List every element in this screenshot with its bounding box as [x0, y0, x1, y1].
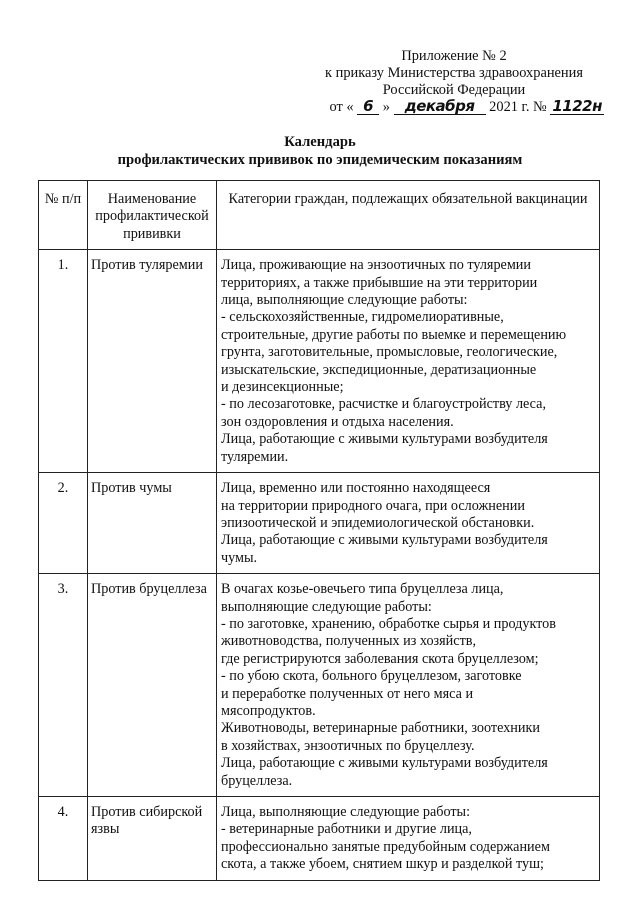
category-text-line: в хозяйствах, энзоотичных по бруцеллезу. — [221, 737, 475, 754]
category-text-line: Лица, проживающие на энзоотичных по туляремии — [221, 257, 531, 274]
date-prefix: от « — [329, 99, 354, 115]
category-text-line: Лица, временно или постоянно находящееся — [221, 480, 491, 497]
col-header-number: № п/п — [39, 181, 88, 250]
vaccination-name: Против бруцеллеза — [88, 574, 217, 797]
category-text-line: туляремии. — [221, 448, 289, 465]
vaccination-calendar-table — [38, 180, 600, 881]
category-text-line: выполняющие следующие работы: — [221, 598, 432, 615]
category-text-line: мясопродуктов. — [221, 702, 316, 719]
category-text-line: Лица, выполняющие следующие работы: — [221, 804, 471, 820]
category-text-line: и переработке полученных от него мяса и — [221, 685, 474, 702]
category-text-line: Лица, работающие с живыми культурами возбудителя — [221, 431, 548, 448]
date-day-handwritten: 6 — [357, 99, 379, 115]
table-header-row — [39, 181, 600, 250]
category-text-line: Животноводы, ветеринарные работники, зоотехники — [221, 720, 540, 737]
citizen-categories — [217, 250, 600, 473]
table-row — [39, 250, 600, 473]
category-text-line: изыскательские, экспедиционные, дератизационные — [221, 361, 537, 378]
row-number: 1. — [39, 250, 88, 473]
vaccination-name: Против туляремии — [88, 250, 217, 473]
order-date-line — [304, 99, 604, 116]
document-header — [304, 48, 604, 116]
vaccination-name: Против сибирской язвы — [88, 797, 217, 881]
table-body — [39, 250, 600, 880]
category-text-line: Лица, работающие с живыми культурами возбудителя — [221, 532, 548, 549]
category-text-line: животноводства, полученных из хозяйств, — [221, 633, 477, 650]
date-mid: » — [382, 99, 390, 115]
order-reference: к приказу Министерства здравоохранения — [325, 65, 583, 81]
category-text-line: строительные, другие работы по выемке и перемещению — [221, 326, 567, 343]
category-text-line: эпизоотической и эпидемиологической обстановки. — [221, 514, 535, 531]
title-line-2: профилактических прививок по эпидемическим показаниям — [117, 152, 523, 168]
appendix-label: Приложение № 2 — [401, 48, 507, 64]
ministry-country: Российской Федерации — [382, 82, 526, 98]
col-header-categories: Категории граждан, подлежащих обязательной вакцинации — [217, 181, 600, 250]
citizen-categories — [217, 473, 600, 574]
category-text-line: лица, выполняющие следующие работы: — [221, 292, 468, 309]
category-text-line: - по убою скота, больного бруцеллезом, заготовке — [221, 668, 522, 685]
category-text-line: территориях, а также прибывшие на эти территории — [221, 274, 538, 291]
table-row — [39, 473, 600, 574]
category-text-line: - по лесозаготовке, расчистке и благоустройству леса, — [221, 396, 546, 413]
row-number: 4. — [39, 797, 88, 881]
category-text-line: бруцеллеза. — [221, 772, 293, 789]
category-text-line: скота, а также убоем, снятием шкур и разделкой туш; — [221, 856, 544, 873]
table-row — [39, 574, 600, 797]
category-text-line: зон оздоровления и отдыха населения. — [221, 413, 454, 430]
category-text-line: где регистрируются заболевания скота бруцеллезом; — [221, 650, 539, 667]
order-number-handwritten: 1122н — [552, 97, 602, 115]
table-row — [39, 797, 600, 881]
category-text-line: грунта, заготовительные, промысловые, геологические, — [221, 344, 558, 361]
category-text-line: В очагах козье-овечьего типа бруцеллеза лица, — [221, 581, 504, 598]
vaccination-name: Против чумы — [88, 473, 217, 574]
date-year: 2021 г. № — [489, 99, 547, 115]
category-text-line: и дезинсекционные; — [221, 379, 344, 396]
date-month-handwritten: декабря — [394, 99, 486, 115]
category-text-line: чумы. — [221, 549, 258, 566]
citizen-categories — [217, 797, 600, 881]
title-line-1: Календарь — [284, 134, 356, 150]
category-text-line: профессионально занятые предубойным содержанием — [221, 838, 550, 855]
category-text-line: на территории природного очага, при осложнении — [221, 497, 525, 514]
category-text-line: - ветеринарные работники и другие лица, — [221, 821, 472, 838]
category-text-line: - сельскохозяйственные, гидромелиоративные, — [221, 309, 504, 326]
row-number: 2. — [39, 473, 88, 574]
row-number: 3. — [39, 574, 88, 797]
category-text-line: - по заготовке, хранению, обработке сырья и продуктов — [221, 615, 556, 632]
col-header-vaccination: Наименование профилактической прививки — [88, 181, 217, 250]
category-text-line: Лица, работающие с живыми культурами возбудителя — [221, 755, 548, 772]
citizen-categories — [217, 574, 600, 797]
document-title — [0, 133, 640, 169]
